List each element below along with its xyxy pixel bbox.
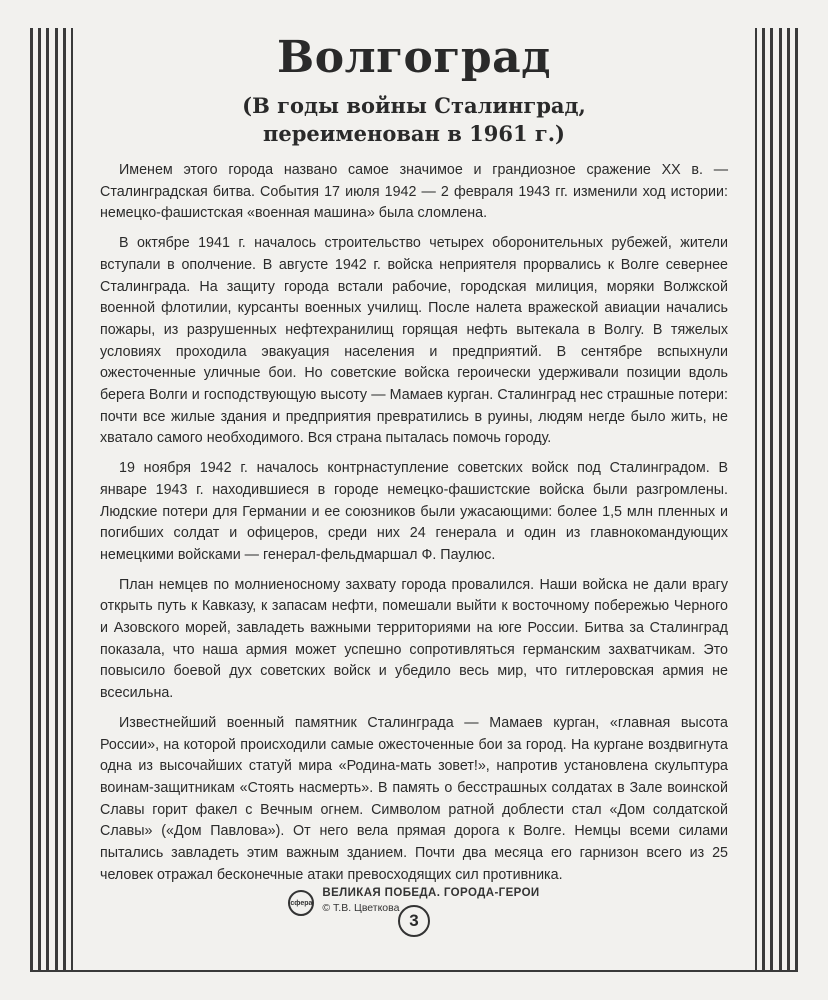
paragraph: 19 ноября 1942 г. началось контрнаступление советских войск под Сталинградом. В январе 1943 г. находившиеся в городе немецко-фашистские войска были разгромлены. Людские потери для Германии и ее союзников были ужасающими: более 1,5 млн пленных и погибших солдат и офицеров, среди них 24 генерала и один из главнокомандующих немецкими войсками — генерал-фельдмаршал Ф. Паулюс. (100, 460, 728, 563)
publisher-logo-icon: сфера (288, 890, 314, 916)
article-body (100, 160, 728, 887)
subtitle-line-1: (В годы войны Сталинград, (242, 93, 586, 118)
page-subtitle (100, 92, 728, 148)
page-content (100, 30, 728, 970)
footer-text (322, 886, 539, 916)
author-credit: © Т.В. Цветкова (322, 902, 400, 914)
page-title: Волгоград (277, 32, 551, 83)
paragraph: В октябре 1941 г. началось строительство четырех оборонительных рубежей, жители вступали в ополчение. В августе 1942 г. войска неприятеля прорвались к Волге севернее Сталинграда. На защиту города встали рабочие, городская милиция, моряки Волжской военной флотилии, курсанты военных училищ. После налета вражеской авиации начались пожары, из разрушенных нефтехранилищ горящая нефть вытекала в Волгу. В тяжелых условиях проходила эвакуация населения и предприятий. В сентябре вспыхнули ожесточенные уличные бои. Но советские войска героически удерживали позиции вдоль берега Волги и господствующую высоту — Мамаев курган. Сталинград нес страшные потери: почти все жилые здания и предприятия превратились в руины, людям негде было жить, не хватало самого необходимого. Вся страна пыталась помочь городу. (100, 235, 728, 447)
bottom-border-line (30, 970, 798, 972)
page-number: 3 (398, 905, 430, 937)
paragraph: Именем этого города названо самое значимое и грандиозное сражение XX в. — Сталинградская битва. События 17 июля 1942 — 2 февраля 1943 гг. изменили ход истории: немецко-фашистская «военная машина» была сломлена. (100, 162, 728, 222)
paragraph: План немцев по молниеносному захвату города провалился. Наши войска не дали врагу открыть путь к Кавказу, к запасам нефти, помешали выйти к восточному побережью Черного и Азовского морей, завладеть важными территориями на юге России. Битва за Сталинград показала, что наша армия может успешно сопротивляться германским захватчикам. Это повысило боевой дух советских войск и убедило весь мир, что гитлеровская армия не всесильна. (100, 576, 728, 702)
subtitle-line-2: переименован в 1961 г.) (263, 121, 565, 146)
series-title: ВЕЛИКАЯ ПОБЕДА. ГОРОДА-ГЕРОИ (322, 887, 540, 899)
left-border-stripes (0, 28, 100, 972)
paragraph: Известнейший военный памятник Сталинграда — Мамаев курган, «главная высота России», на которой происходили самые ожесточенные бои за город. На кургане воздвигнута одна из высочайших статуй мира «Родина-мать зовет!», напротив установлена скульптура воинам-защитникам «Стоять насмерть». В память о бесстрашных солдатах в Зале воинской Славы горит факел с Вечным огнем. Символом ратной доблести стал «Дом солдатской Славы» («Дом Павлова»). От него вела прямая дорога к Волге. Немцы всеми силами пытались завладеть этим важным зданием. Почти два месяца его гарнизон всего из 25 человек отражал бесконечные атаки превосходящих сил противника. (100, 714, 728, 883)
